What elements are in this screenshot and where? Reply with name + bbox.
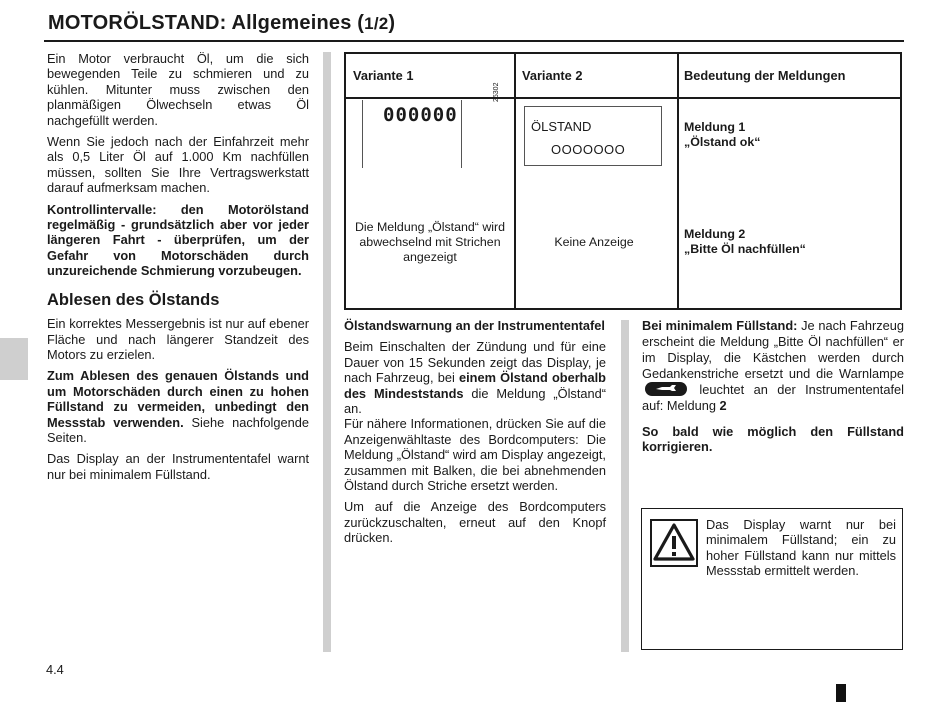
message2-title: Meldung 2 [684, 227, 746, 241]
middle-paragraph-3: Um auf die Anzeige des Bordcomputers zurückzuschalten, erneut auf den Knopf drücken. [344, 499, 606, 546]
title-rule [44, 40, 904, 42]
section-heading: Ablesen des Ölstands [47, 290, 220, 309]
message1-text: „Ölstand ok“ [684, 135, 761, 149]
middle-paragraph-1 [344, 339, 606, 416]
variants-table [344, 52, 902, 310]
page-title [48, 12, 395, 35]
right-paragraph-1 [642, 318, 904, 414]
middle-p1-bold: einem Ölstand oberhalb des Mindeststands [344, 370, 606, 401]
left-column [47, 51, 309, 488]
middle-column [344, 318, 606, 552]
interval-paragraph [47, 202, 309, 279]
right-p1-a: Je nach Fahrzeug erscheint die Meldung „Bitte Öl nachfüllen“ er im Display, die Kästchen werden durch Gedankenstriche ersetzt und die Warnlampe [642, 318, 904, 381]
middle-p1-b: die Meldung „Ölstand“ an. [344, 385, 606, 417]
display-paragraph: Das Display an der Instrumententafel warnt nur bei minimalem Füllstand. [47, 451, 309, 482]
intro-paragraph: Ein Motor verbraucht Öl, um die sich bewegenden Teile zu schmieren und zu kühlen. Mitunter muss zwischen den planmäßigen Ölwechseln etwas Öl nachgefüllt werden. [47, 51, 309, 128]
display-variant2 [524, 106, 662, 166]
col-header-variant2: Variante 2 [522, 68, 583, 83]
message2 [684, 227, 806, 257]
consumption-paragraph: Wenn Sie jedoch nach der Einfahrzeit mehr als 0,5 Liter Öl auf 1.000 Km nachfüllen müssen, sollten Sie Ihre Vertragswerkstatt darauf aufmerksam machen. [47, 134, 309, 196]
title-close: ) [388, 12, 396, 34]
display-oil-bars: OOOOOOO [551, 142, 626, 157]
middle-paragraph-2: Für nähere Informationen, drücken Sie auf die Anzeigenwähltaste des Bordcomputers: Die Meldung „Ölstand“ wird am Display angezeigt, zusammen mit Balken, die bei abnehmenden Ölstand durch Striche ersetzt werden. [344, 416, 606, 494]
display-oil-label: ÖLSTAND [531, 119, 592, 134]
table-divider [677, 54, 679, 308]
title-fraction: 1/2 [364, 14, 389, 33]
right-p1-b: leuchtet an der Instrumententafel auf: Meldung [642, 382, 904, 413]
column-separator [621, 320, 629, 652]
dipstick-bold: Zum Ablesen des genauen Ölstands und um Motorschäden durch einen zu hohen Füllstand zu vermeiden, unbedingt den Messstab verwenden. [47, 368, 309, 430]
warning-text: Das Display warnt nur bei minimalem Füllstand; ein zu hoher Füllstand kann nur mittels Messstab ermittelt werden. [706, 517, 896, 579]
right-p1-bold: Bei minimalem Füllstand: [642, 318, 798, 333]
variant2-cell [516, 54, 676, 308]
right-p1-num: 2 [719, 398, 727, 413]
measure-paragraph: Ein korrektes Messergebnis ist nur auf ebener Fläche und nach längerer Standzeit des Motors zu erzielen. [47, 316, 309, 362]
oil-warning-lamp-icon [645, 382, 687, 396]
right-column [642, 318, 904, 461]
variant2-text: Keine Anzeige [554, 235, 634, 249]
dipstick-rest: Siehe nachfolgende Seiten. [47, 414, 309, 445]
variant1-text: Die Meldung „Ölstand“ wird abwechselnd mit Strichen angezeigt [354, 220, 506, 264]
warning-triangle-icon [650, 519, 698, 567]
edge-marker [836, 684, 846, 702]
chapter-tab [0, 338, 28, 380]
image-code: 25302 [493, 82, 500, 102]
col-header-meaning: Bedeutung der Meldungen [684, 68, 846, 83]
display-variant1 [362, 100, 462, 168]
middle-p1-a: Beim Einschalten der Zündung und für eine Dauer von 15 Sekunden zeigt das Display, je nach Fahrzeug, bei [344, 339, 606, 386]
warning-box [641, 508, 903, 650]
display-digits: 000000 [383, 104, 458, 126]
message2-text: „Bitte Öl nachfüllen“ [684, 242, 806, 256]
right-paragraph-2 [642, 424, 904, 455]
title-text: MOTORÖLSTAND: Allgemeines ( [48, 12, 365, 34]
column-separator [323, 52, 331, 652]
col-header-variant1: Variante 1 [353, 68, 414, 83]
right-p2-bold: So bald wie möglich den Füllstand korrigieren. [642, 424, 904, 455]
page-number: 4.4 [46, 662, 64, 677]
interval-bold: Kontrollintervalle: den Motorölstand regelmäßig - grundsätzlich aber vor jeder längeren Fahrt - überprüfen, um der Gefahr von Motorschäden durch unzureichende Schmierung vorzubeugen. [47, 201, 309, 279]
message1-title: Meldung 1 [684, 120, 746, 134]
middle-heading: Ölstandswarnung an der Instrumententafel [344, 318, 605, 333]
message1 [684, 120, 760, 150]
dipstick-paragraph [47, 368, 309, 445]
